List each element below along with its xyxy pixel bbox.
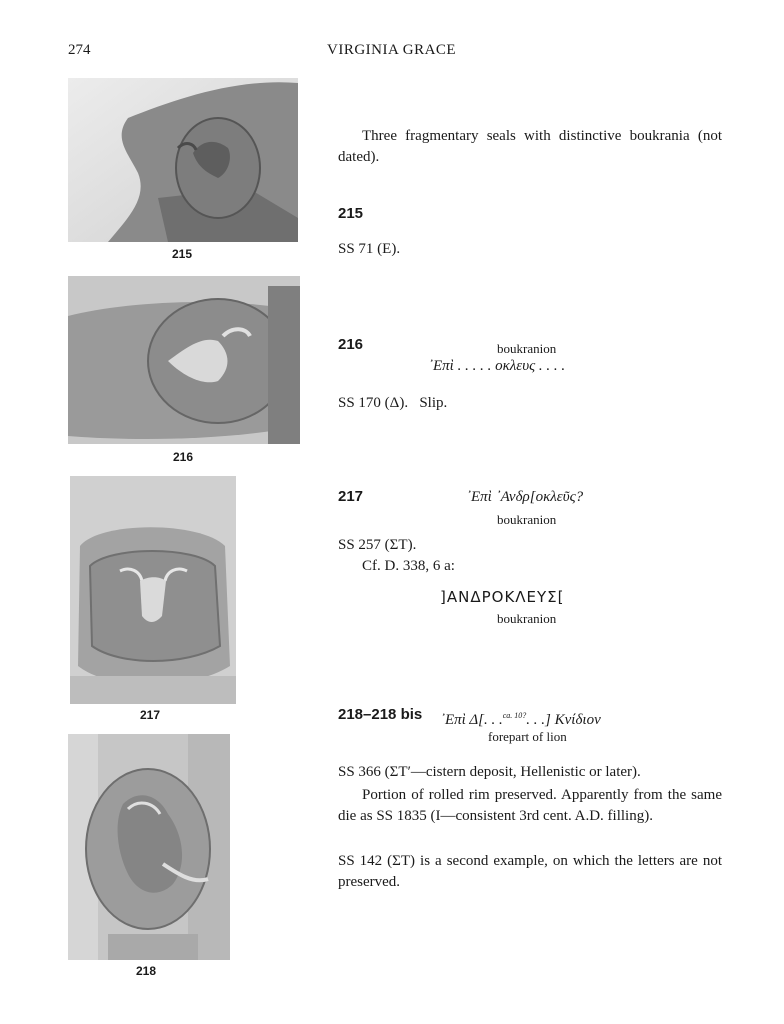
running-title: VIRGINIA GRACE: [327, 42, 457, 58]
plate-label-218: 218: [135, 964, 157, 978]
device-217: boukranion: [497, 512, 557, 527]
device2-217: boukranion: [497, 611, 557, 626]
device-216: boukranion: [497, 341, 557, 356]
entry-number-215: 215: [338, 205, 364, 222]
legend-218-sup: ca. 10?: [502, 711, 527, 720]
intro-paragraph: Three fragmentary seals with distinctive boukrania (not dated).: [338, 128, 722, 165]
entry-ref-215: SS 71 (E).: [338, 241, 401, 257]
page-number: 274: [68, 42, 91, 58]
legend-216-a: ᾽Επὶ: [428, 358, 454, 374]
legend-217: ᾽Επὶ ᾽Ανδρ[οκλεῦς?: [466, 489, 584, 505]
caps-legend-217: ]ΑΝΔΡΟΚΛΕΥΣ[: [440, 588, 565, 606]
plate-photo-216: [68, 276, 300, 444]
plate-label-215: 215: [171, 247, 193, 261]
entry-number-216: 216: [338, 336, 364, 353]
legend-218-b: . . .]: [526, 712, 551, 728]
plate-photo-217: [70, 476, 236, 704]
entry-para1-218: Portion of rolled rim preserved. Apparently from the same die as SS 1835 (Ι—consistent 3rd cent. A.D. filling).: [338, 787, 722, 824]
entry-ref-218: SS 366 (ΣΤ′—cistern deposit, Hellenistic or later).: [338, 764, 641, 780]
legend-218-c: Κνίδιον: [554, 712, 601, 728]
legend-218-a: ᾽Επὶ Δ[. . .: [440, 712, 503, 728]
device-218: forepart of lion: [488, 729, 567, 744]
entry-number-218: 218–218 bis: [338, 706, 423, 723]
entry-number-217: 217: [338, 488, 364, 505]
entry-para2-218: SS 142 (ΣΤ) is a second example, on which the letters are not preserved.: [338, 853, 722, 890]
entry-ref-217: SS 257 (ΣΤ).: [338, 537, 417, 553]
plate-photo-218: [68, 734, 230, 960]
plate-label-216: 216: [172, 450, 194, 464]
plate-photo-215: [68, 78, 298, 242]
plate-label-217: 217: [139, 708, 161, 722]
cf-217: Cf. D. 338, 6 a:: [362, 558, 455, 574]
legend-216-b: . . . . . οκλευς . . . .: [457, 358, 566, 374]
legend-216: [428, 356, 565, 377]
entry-ref-216: SS 170 (Δ). Slip.: [338, 395, 448, 411]
